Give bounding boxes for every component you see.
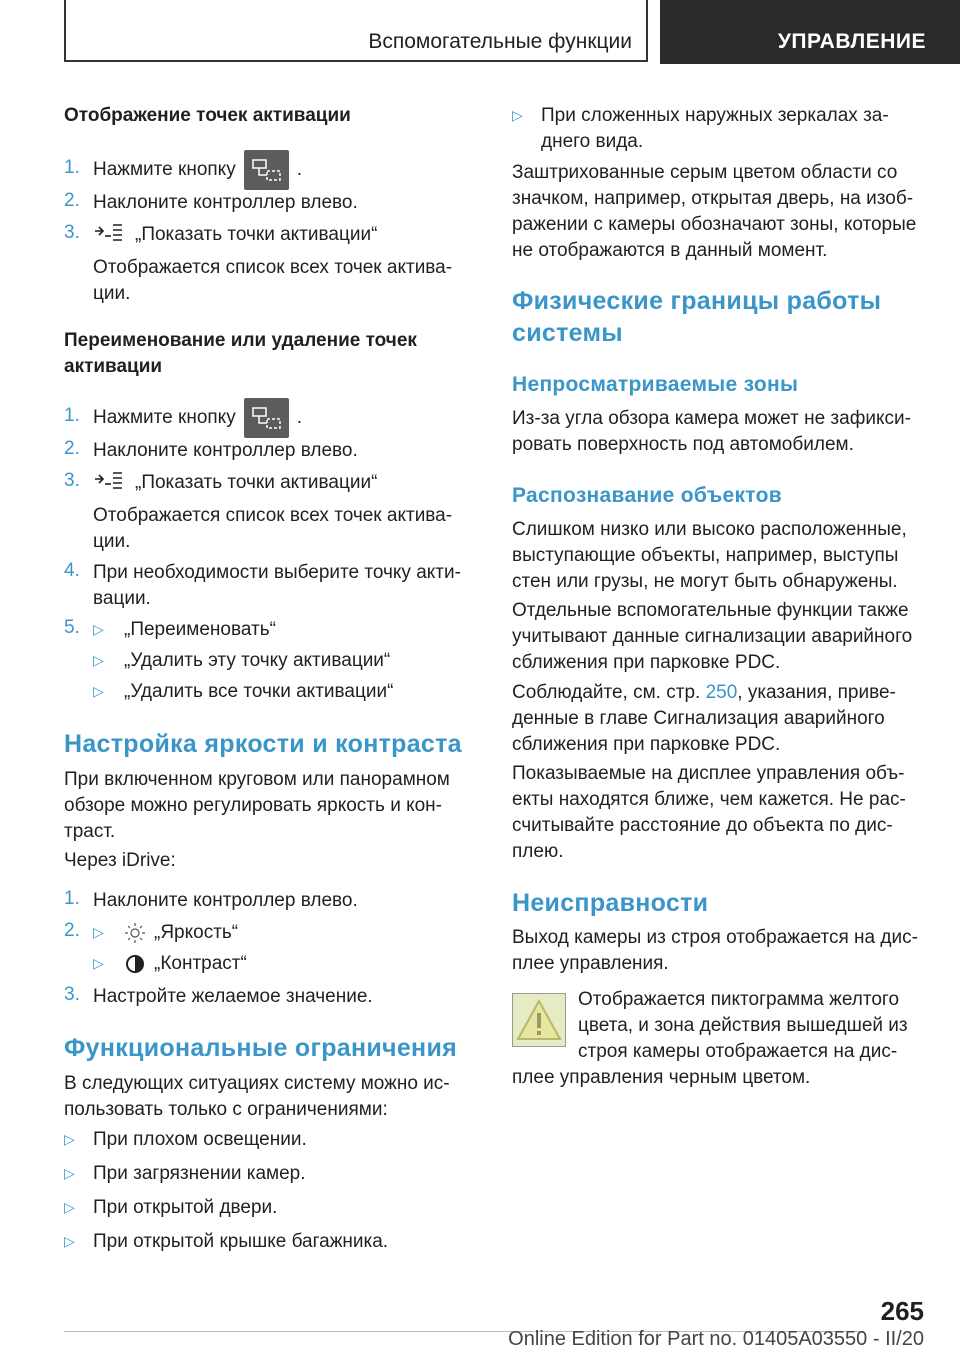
page-link[interactable]: 250 [705, 682, 738, 703]
paragraph-line: Отдельные вспомогательные функции также [512, 600, 909, 621]
paragraph [512, 406, 911, 458]
note-line: ции. [93, 283, 131, 304]
step-number: 2. [64, 190, 80, 211]
text-run: Соблюдайте, см. стр. [512, 682, 706, 703]
list-item [64, 984, 474, 1010]
paragraph-line: сближения при парковке PDC. [512, 652, 781, 673]
paragraph-line: екты находятся ближе, чем кажется. Не рас- [512, 789, 906, 810]
paragraph-line: значком, например, открытая дверь, на изоб- [512, 188, 914, 209]
paragraph [64, 1071, 450, 1123]
paragraph-line: Слишком низко или высоко расположенные, [512, 519, 907, 540]
heading-show-points: Отображение точек активации [64, 105, 351, 126]
step-number: 2. [64, 438, 80, 459]
step-number: 2. [64, 920, 80, 941]
heading-line: активации [64, 356, 163, 377]
step-number: 3. [64, 470, 80, 491]
heading-rename-delete [64, 328, 417, 380]
warning-text [578, 987, 908, 1065]
paragraph [512, 680, 896, 758]
step-number: 1. [64, 405, 80, 426]
paragraph-line: обзоре можно регулировать яркость и кон- [64, 795, 442, 816]
paragraph [512, 761, 906, 865]
paragraph-line: Выход камеры из строя отображается на дис- [512, 927, 918, 948]
warning-block [512, 989, 926, 1089]
paragraph-line: не отображаются в данный момент. [512, 240, 828, 261]
paragraph-line: пользовать только с ограничениями: [64, 1099, 388, 1120]
step-number: 5. [64, 617, 80, 638]
paragraph-line [512, 680, 896, 706]
step-text: „Показать точки активации“ [135, 224, 378, 245]
step-text-end: . [296, 407, 302, 428]
paragraph-line: Показываемые на дисплее управления объ- [512, 763, 905, 784]
heading-blind-zones: Непросматриваемые зоны [512, 373, 799, 396]
heading-faults: Неисправности [512, 889, 709, 917]
section-title: Вспомогательные функции [368, 30, 632, 53]
step-note [93, 503, 452, 555]
option-delete-all: „Удалить все точки активации“ [124, 681, 394, 702]
note-line: Отображается список всех точек актива- [93, 257, 453, 278]
option-brightness: „Яркость“ [154, 922, 239, 943]
paragraph-line: считывайте расстояние до объекта по дис- [512, 815, 893, 836]
paragraph [512, 160, 916, 264]
section-tab [64, 0, 648, 62]
paragraph-line: траст. [64, 821, 116, 842]
paragraph [512, 925, 918, 977]
paragraph-line: ровать поверхность под автомобилем. [512, 434, 854, 455]
list-item [64, 470, 474, 496]
triangle-bullet-icon: ▷ [64, 1233, 75, 1249]
note-line: Отображается список всех точек актива- [93, 505, 453, 526]
step-text: Наклоните контроллер влево. [93, 440, 358, 461]
list-item: При открытой двери. [93, 1197, 278, 1218]
bullet-line: При сложенных наружных зеркалах за- [541, 105, 889, 126]
step-text-end: . [296, 159, 302, 180]
triangle-bullet-icon: ▷ [64, 1199, 75, 1215]
option-rename: „Переименовать“ [124, 619, 276, 640]
paragraph-line: денные в главе Сигнализация аварийного [512, 708, 885, 729]
heading-line: системы [512, 319, 623, 347]
step-text [93, 560, 461, 612]
triangle-bullet-icon: ▷ [64, 1131, 75, 1147]
chapter-title: УПРАВЛЕНИЕ [777, 30, 926, 53]
edition-note: Online Edition for Part no. 01405A03550 - II/20 [508, 1328, 924, 1350]
step-number: 3. [64, 222, 80, 243]
list-item [64, 888, 474, 914]
step-note [93, 255, 452, 307]
triangle-bullet-icon: ▷ [93, 683, 104, 699]
paragraph [512, 598, 912, 676]
list-item [64, 398, 474, 428]
step-text: Настройте желаемое значение. [93, 986, 373, 1007]
option-delete-one: „Удалить эту точку активации“ [124, 650, 391, 671]
triangle-bullet-icon: ▷ [512, 107, 523, 123]
heading-line: Переименование или удаление точек [64, 330, 417, 351]
paragraph-line: строя камеры отображается на дис- [578, 1041, 898, 1062]
paragraph-line: Из-за угла обзора камера может не зафикси- [512, 408, 911, 429]
paragraph-line: плею. [512, 841, 564, 862]
list-item [64, 222, 474, 248]
bullet-line: днего вида. [541, 131, 644, 152]
step-number: 1. [64, 888, 80, 909]
paragraph [512, 517, 907, 595]
chapter-tab [660, 0, 960, 64]
list-item [64, 920, 474, 982]
heading-limitations: Функциональные ограничения [64, 1034, 458, 1062]
brightness-icon [124, 922, 146, 944]
warning-icon [512, 993, 566, 1047]
camera-view-button-icon [244, 150, 289, 190]
list-item: При загрязнении камер. [93, 1163, 306, 1184]
step-line: вации. [93, 588, 151, 609]
page-header [64, 0, 960, 64]
paragraph-line: цвета, и зона действия вышедшей из [578, 1015, 908, 1036]
triangle-bullet-icon: ▷ [93, 955, 104, 971]
note-line: ции. [93, 531, 131, 552]
step-number: 1. [64, 157, 80, 178]
paragraph-line: плее управления черным цветом. [512, 1067, 811, 1088]
step-number: 4. [64, 560, 80, 581]
paragraph-line: ражении с камеры обозначают зоны, которые [512, 214, 917, 235]
paragraph-line: выступающие объекты, например, выступы [512, 545, 899, 566]
triangle-bullet-icon: ▷ [93, 924, 104, 940]
paragraph-line: учитывают данные сигнализации аварийного [512, 626, 913, 647]
step-text: „Показать точки активации“ [135, 472, 378, 493]
paragraph-line: При включенном круговом или панорамном [64, 769, 450, 790]
heading-line: Физические границы работы [512, 287, 882, 315]
list-item: При плохом освещении. [93, 1129, 307, 1150]
triangle-bullet-icon: ▷ [93, 652, 104, 668]
list-item [64, 560, 474, 612]
triangle-bullet-icon: ▷ [93, 621, 104, 637]
idrive-label: Через iDrive: [64, 850, 176, 871]
option-contrast: „Контраст“ [154, 953, 247, 974]
step-text: Нажмите кнопку [93, 407, 236, 428]
list-item [64, 150, 474, 180]
step-number: 3. [64, 984, 80, 1005]
camera-view-button-icon [244, 398, 289, 438]
bullet-item [512, 103, 926, 159]
paragraph-line: стен или грузы, не могут быть обнаружены. [512, 571, 898, 592]
bullet-text [541, 103, 889, 155]
paragraph-line: Заштрихованные серым цветом области со [512, 162, 898, 183]
triangle-bullet-icon: ▷ [64, 1165, 75, 1181]
paragraph-line: плее управления. [512, 953, 669, 974]
text-run: , указания, приве- [737, 682, 896, 703]
list-item: При открытой крышке багажника. [93, 1231, 389, 1252]
step-text: Наклоните контроллер влево. [93, 890, 358, 911]
paragraph-line: Отображается пиктограмма желтого [578, 989, 900, 1010]
step-text: Наклоните контроллер влево. [93, 192, 358, 213]
activation-points-icon [93, 222, 123, 244]
heading-brightness-contrast: Настройка яркости и контраста [64, 730, 462, 758]
step-line: При необходимости выберите точку акти- [93, 562, 461, 583]
bullet-list [64, 1127, 474, 1257]
list-item [64, 190, 474, 216]
contrast-icon [124, 953, 146, 975]
paragraph [64, 767, 450, 845]
heading-physical-limits [512, 285, 881, 349]
list-item [64, 617, 474, 707]
paragraph-line: сближения при парковке PDC. [512, 734, 781, 755]
activation-points-icon [93, 470, 123, 492]
page-number: 265 [880, 1296, 924, 1326]
heading-object-detection: Распознавание объектов [512, 484, 782, 507]
list-item [64, 438, 474, 464]
step-text: Нажмите кнопку [93, 159, 236, 180]
paragraph-line: В следующих ситуациях систему можно ис- [64, 1073, 450, 1094]
